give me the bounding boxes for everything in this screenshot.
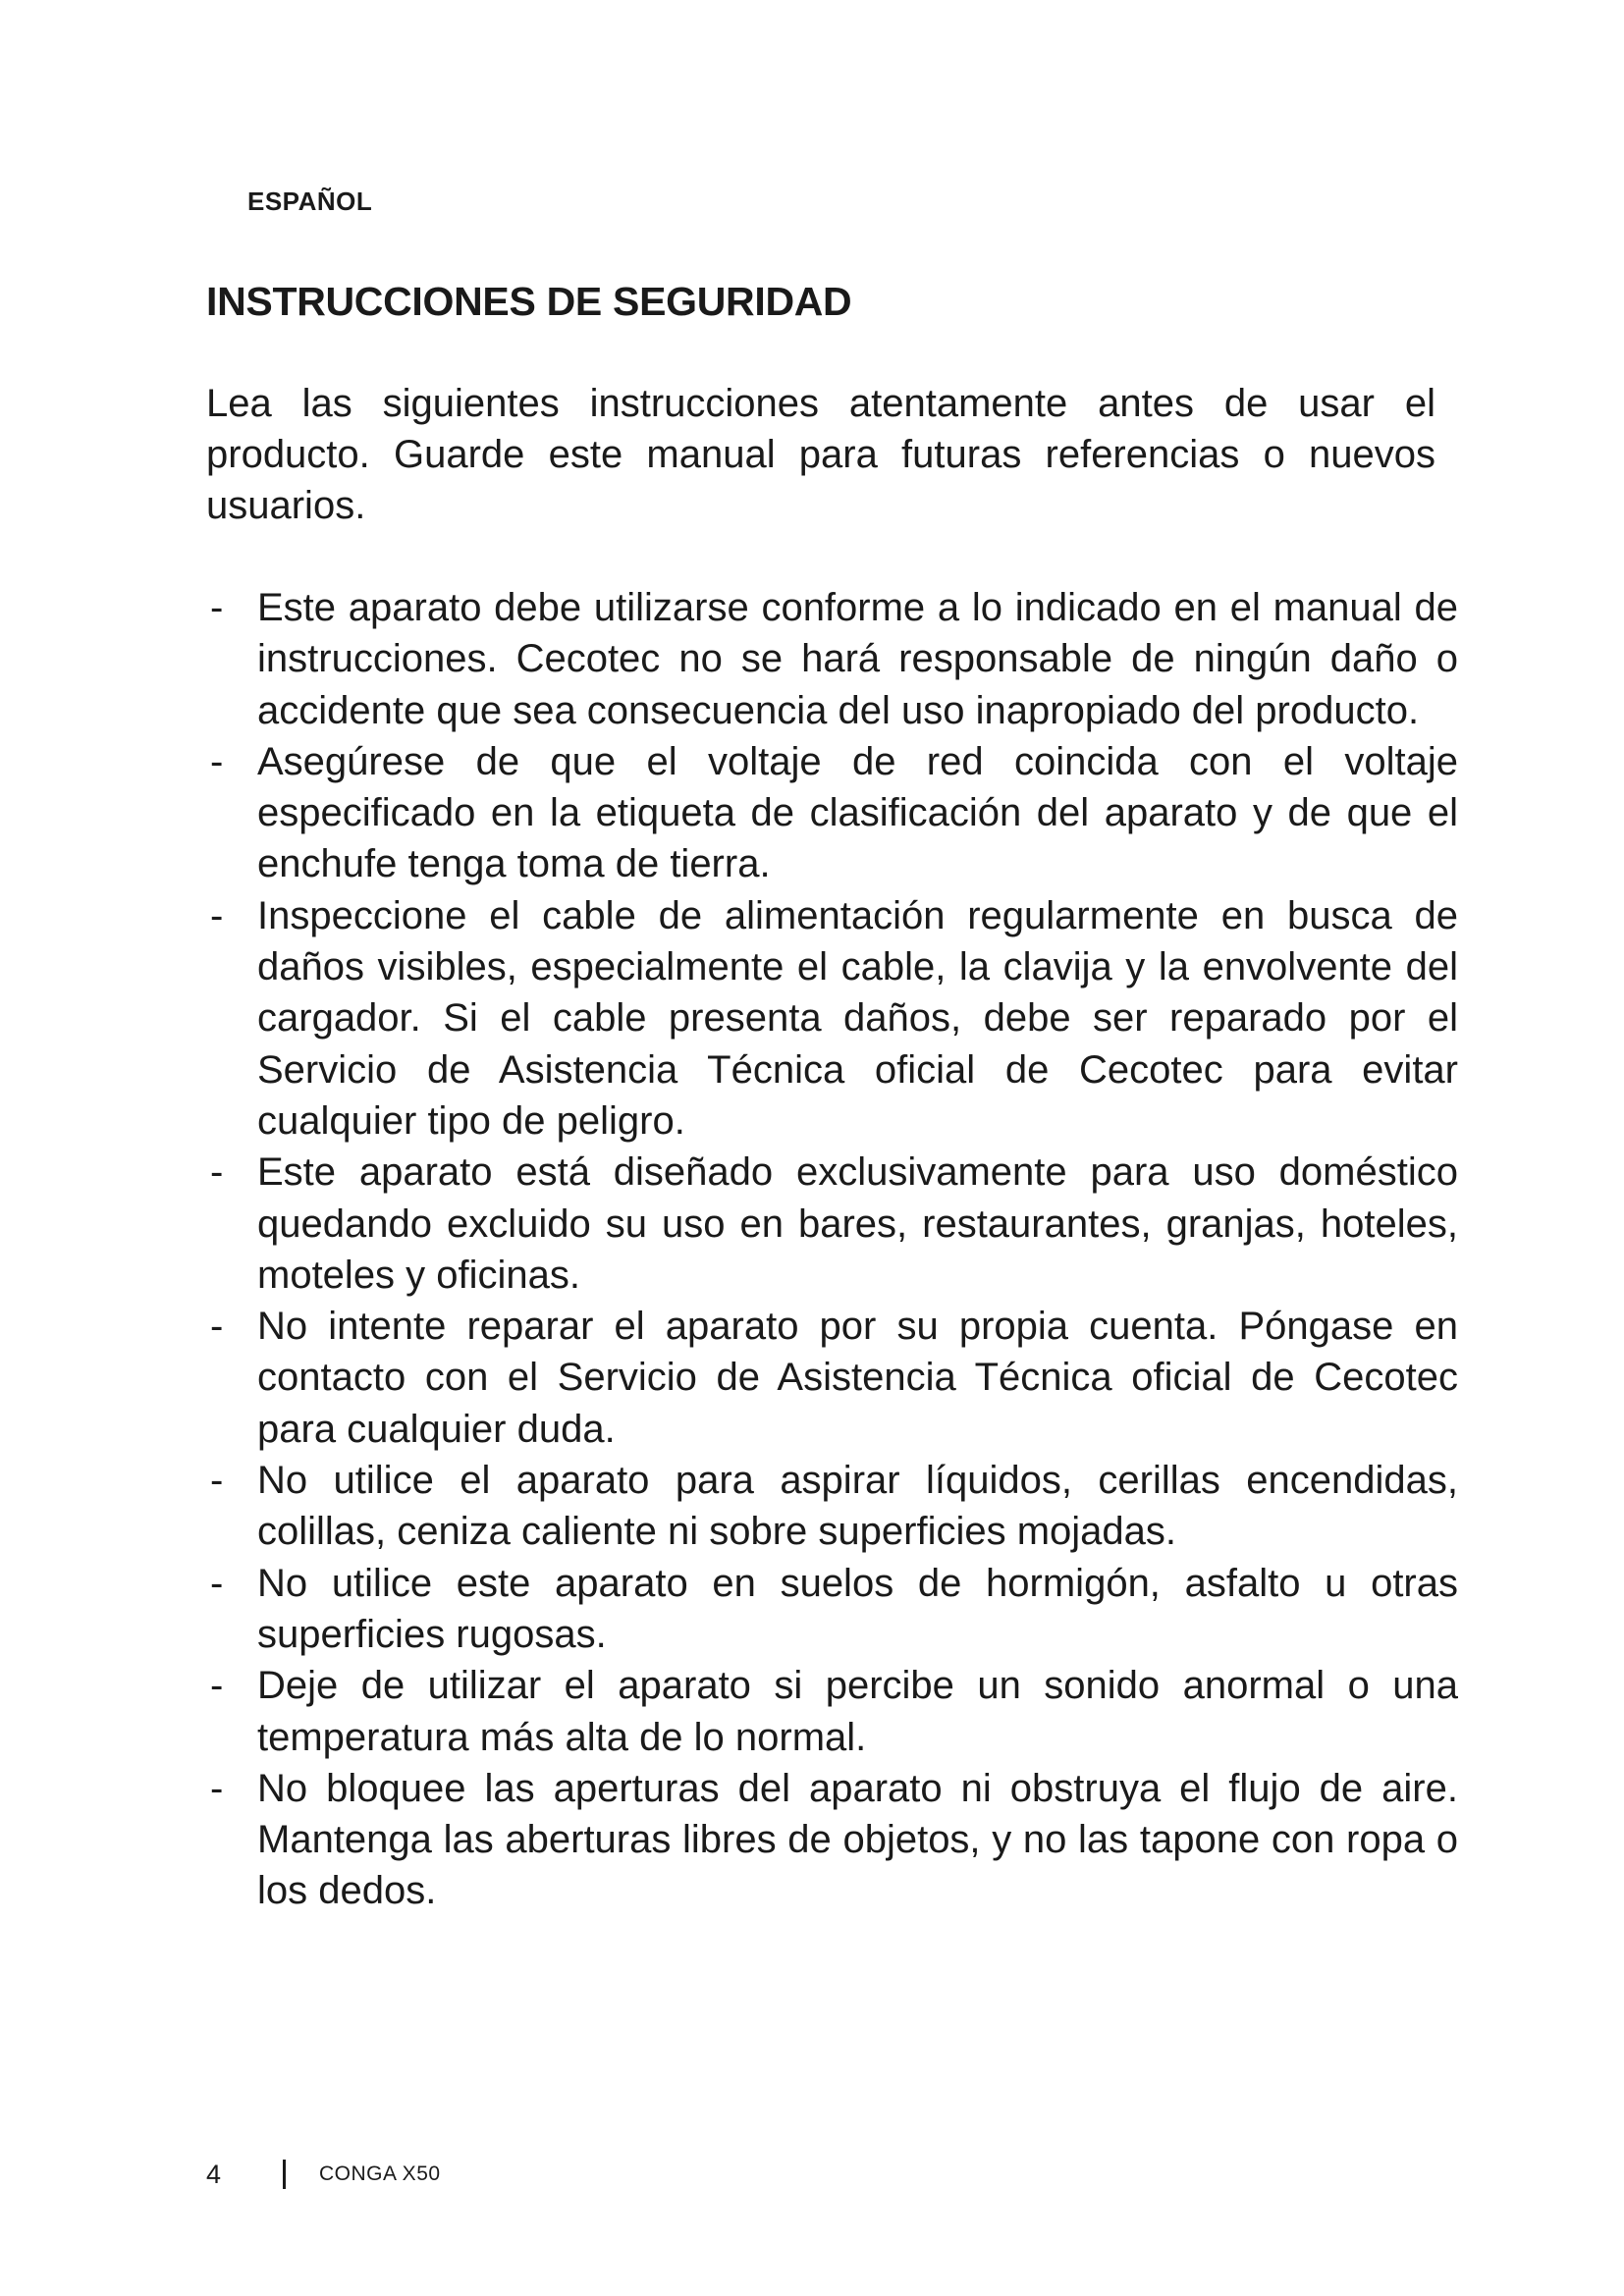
bullet-dash: - (210, 1766, 224, 1810)
page-title: INSTRUCCIONES DE SEGURIDAD (206, 279, 852, 324)
footer-divider (283, 2160, 286, 2189)
intro-paragraph: Lea las siguientes instrucciones atentamente antes de usar el producto. Guarde este manual para futuras referencias o nuevos usuarios. (206, 382, 1435, 527)
safety-item-text: Asegúrese de que el voltaje de red coincida con el voltaje especificado en la etiqueta de clasificación del aparato y de que el enchufe tenga toma de tierra. (257, 739, 1458, 886)
bullet-dash: - (210, 1305, 224, 1349)
safety-item-text: No intente reparar el aparato por su propia cuenta. Póngase en contacto con el Servicio de Asistencia Técnica oficial de Cecotec para cualquier duda. (257, 1305, 1458, 1451)
safety-item-5 (206, 1301, 1458, 1455)
safety-item-2 (206, 736, 1458, 890)
bullet-dash: - (210, 1664, 224, 1708)
safety-item-1 (206, 582, 1458, 736)
safety-item-text: No utilice este aparato en suelos de hormigón, asfalto u otras superficies rugosas. (257, 1561, 1458, 1656)
safety-item-9 (206, 1763, 1458, 1917)
language-label: ESPAÑOL (247, 187, 373, 216)
safety-item-8 (206, 1660, 1458, 1763)
product-name: CONGA X50 (319, 2163, 441, 2185)
bullet-dash: - (210, 1459, 224, 1503)
safety-item-text: Deje de utilizar el aparato si percibe un sonido anormal o una temperatura más alta de lo normal. (257, 1664, 1458, 1759)
page-footer (206, 2155, 441, 2194)
bullet-dash: - (210, 893, 224, 937)
bullet-dash: - (210, 739, 224, 783)
safety-item-3 (206, 890, 1458, 1147)
safety-item-text: Este aparato está diseñado exclusivamente para uso doméstico quedando excluido su uso en bares, restaurantes, granjas, hoteles, moteles y oficinas. (257, 1150, 1458, 1297)
safety-item-4 (206, 1147, 1458, 1301)
bullet-dash: - (210, 1150, 224, 1195)
safety-item-text: Este aparato debe utilizarse conforme a lo indicado en el manual de instrucciones. Cecotec no se hará responsable de ningún daño o accidente que sea consecuencia del uso inapropiado del producto. (257, 586, 1458, 732)
page-number: 4 (206, 2159, 222, 2189)
safety-item-7 (206, 1558, 1458, 1661)
safety-item-text: No bloquee las aperturas del aparato ni obstruya el flujo de aire. Mantenga las aberturas libres de objetos, y no las tapone con ropa o los dedos. (257, 1766, 1458, 1913)
safety-item-text: Inspeccione el cable de alimentación regularmente en busca de daños visibles, especialmente el cable, la clavija y la envolvente del cargador. Si el cable presenta daños, debe ser reparado por el Servicio de Asistencia Técnica oficial de Cecotec para evitar cualquier tipo de peligro. (257, 893, 1458, 1143)
safety-instructions-list (206, 582, 1458, 1917)
bullet-dash: - (210, 586, 224, 629)
safety-item-6 (206, 1455, 1458, 1558)
bullet-dash: - (210, 1561, 224, 1605)
safety-item-text: No utilice el aparato para aspirar líquidos, cerillas encendidas, colillas, ceniza caliente ni sobre superficies mojadas. (257, 1459, 1458, 1554)
